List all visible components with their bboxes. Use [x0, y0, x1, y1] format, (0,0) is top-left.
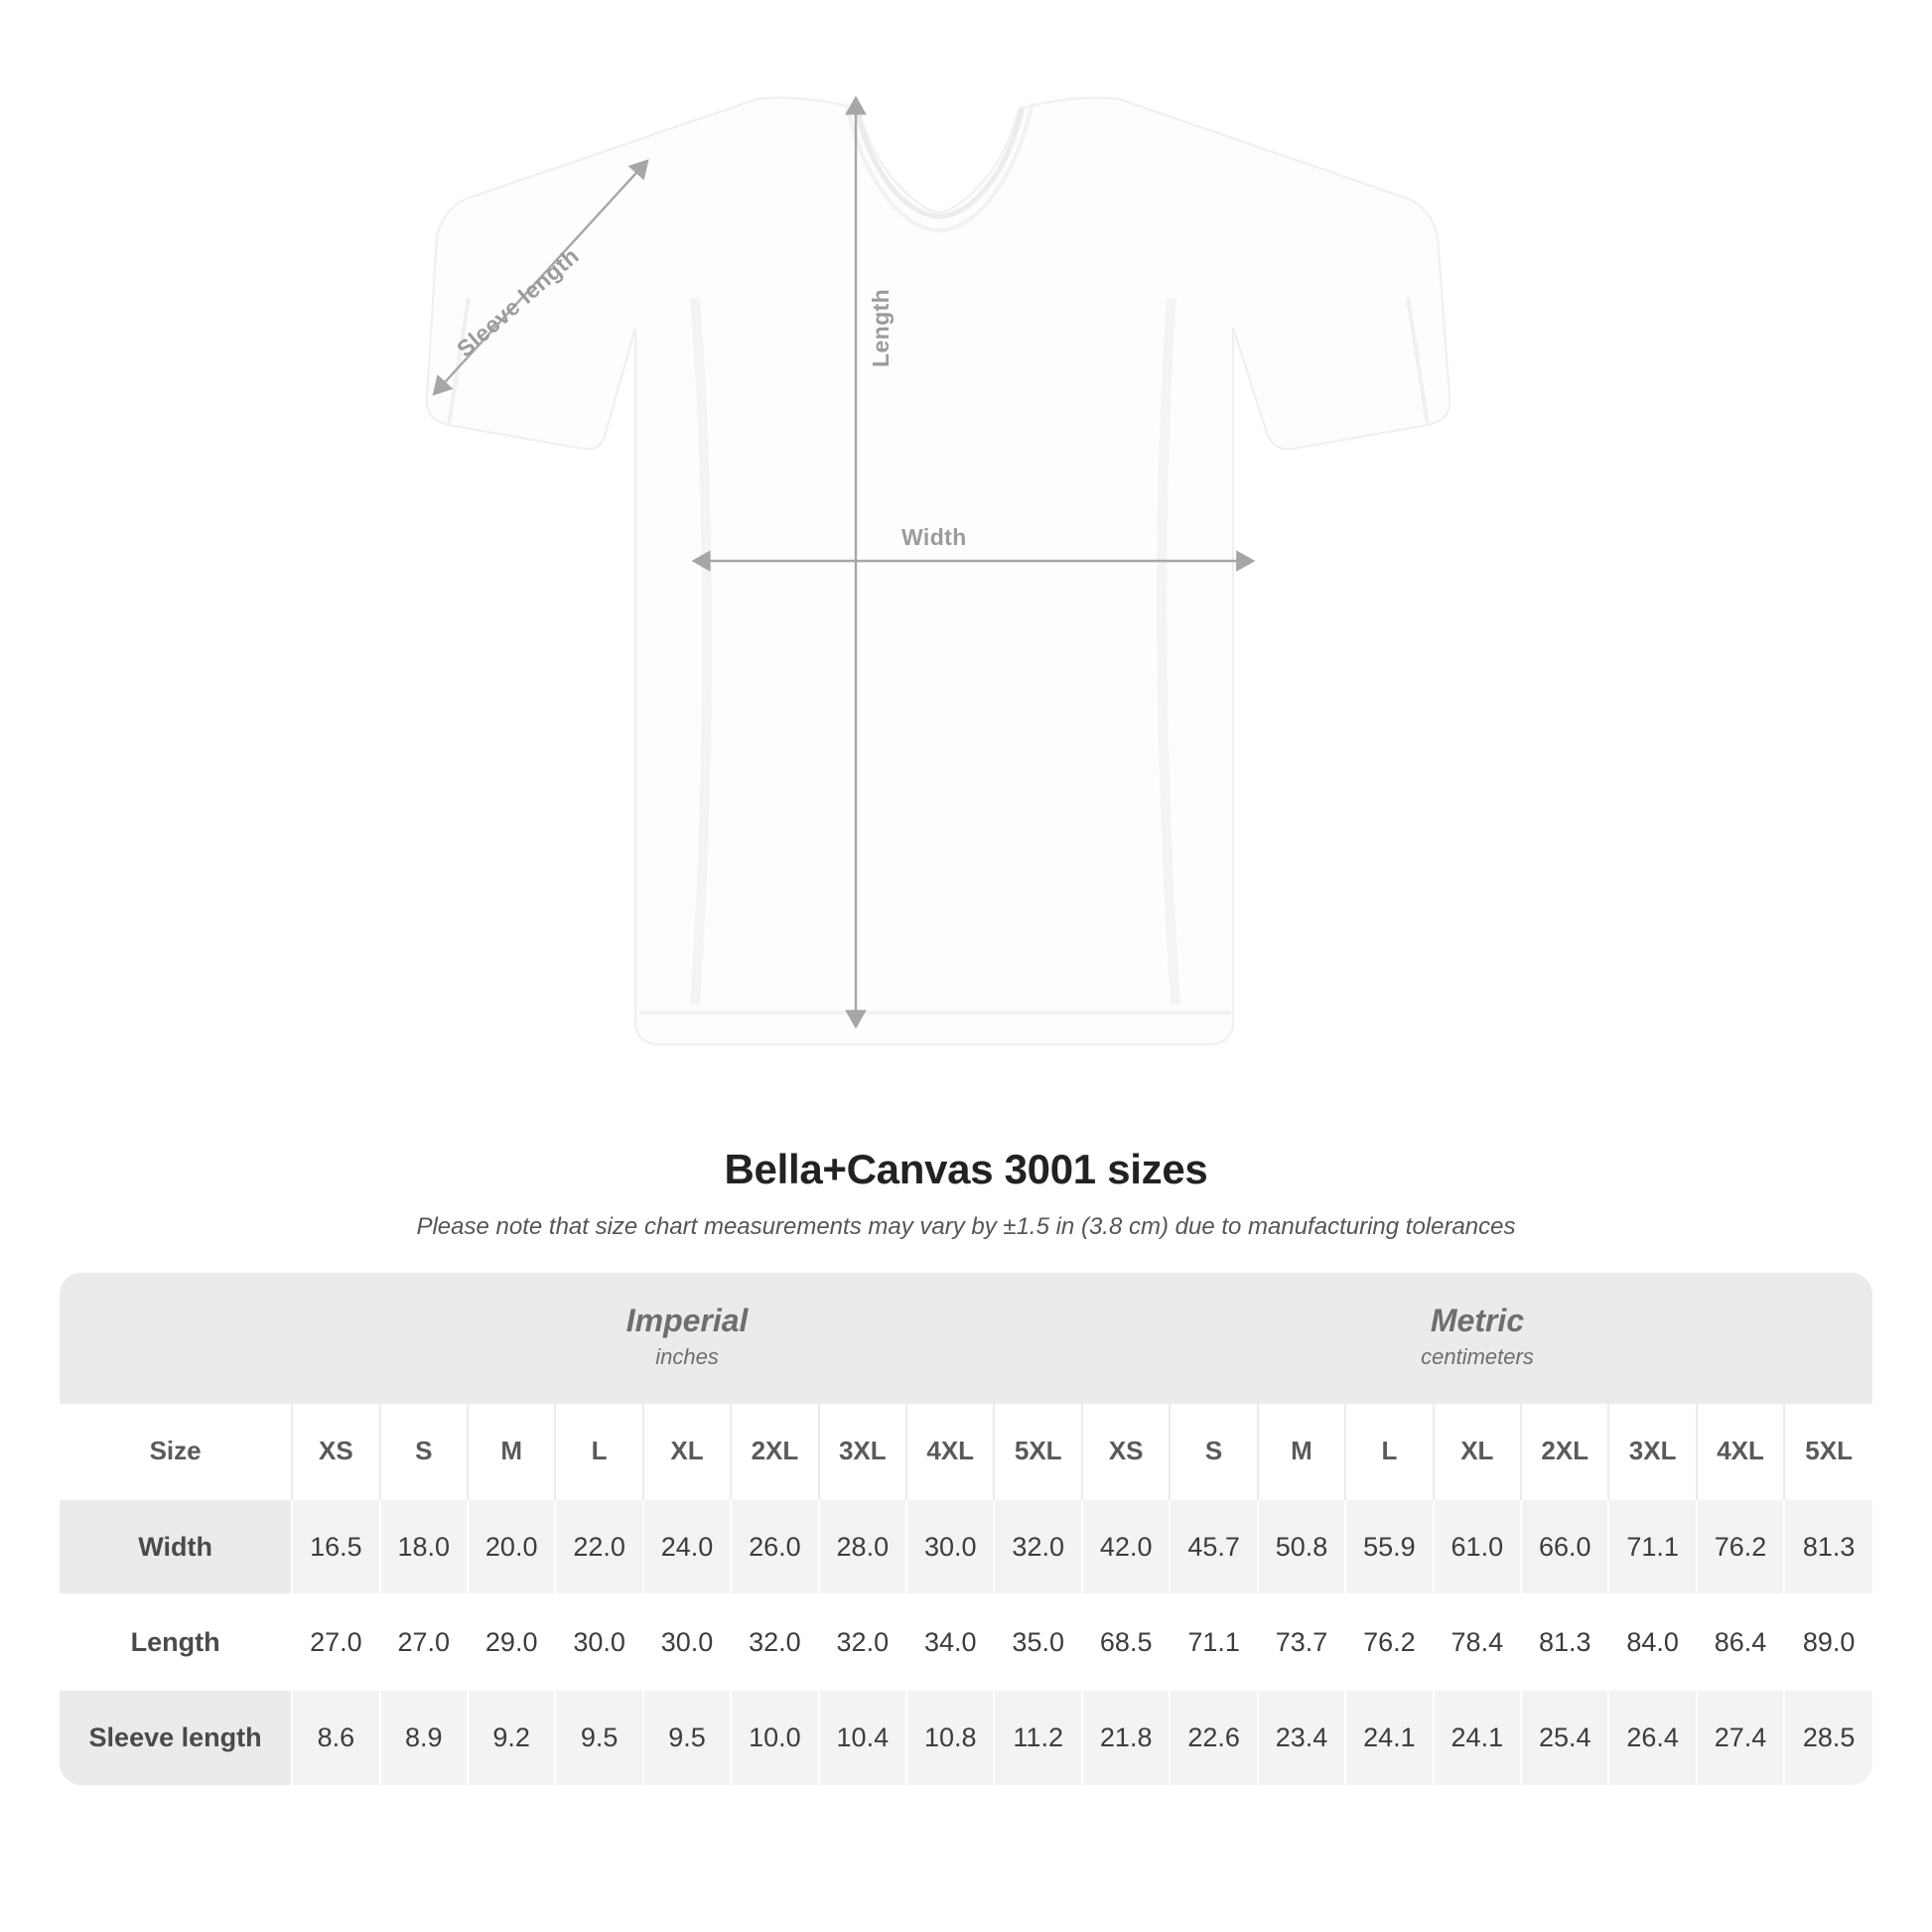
- size-table: [60, 1273, 1872, 1785]
- tolerance-note: Please note that size chart measurements may vary by ±1.5 in (3.8 cm) due to manufacturing tolerances: [416, 1213, 1516, 1240]
- cell-length-imperial-xl: 30.0: [643, 1594, 731, 1690]
- cell-width-metric-l: 55.9: [1345, 1499, 1433, 1594]
- row-label-sleeve-length: Sleeve length: [60, 1690, 292, 1785]
- width-label: Width: [901, 524, 967, 550]
- cell-width-metric-2xl: 66.0: [1521, 1499, 1608, 1594]
- cell-width-metric-xs: 42.0: [1082, 1499, 1170, 1594]
- sleeve-length-label: Sleeve length: [452, 242, 584, 362]
- col-header-metric-4xl: 4XL: [1697, 1404, 1784, 1499]
- col-header-imperial-m: M: [468, 1404, 555, 1499]
- cell-length-imperial-s: 27.0: [380, 1594, 468, 1690]
- table-row: [60, 1594, 1872, 1690]
- tshirt-shape: [427, 97, 1450, 1044]
- cell-width-metric-xl: 61.0: [1434, 1499, 1521, 1594]
- col-header-metric-5xl: 5XL: [1784, 1404, 1872, 1499]
- cell-sleeve-metric-2xl: 25.4: [1521, 1690, 1608, 1785]
- cell-sleeve-metric-l: 24.1: [1345, 1690, 1433, 1785]
- cell-sleeve-imperial-xs: 8.6: [292, 1690, 379, 1785]
- cell-length-metric-xs: 68.5: [1082, 1594, 1170, 1690]
- cell-length-imperial-5xl: 35.0: [994, 1594, 1082, 1690]
- cell-length-imperial-3xl: 32.0: [819, 1594, 906, 1690]
- cell-length-imperial-xs: 27.0: [292, 1594, 379, 1690]
- cell-sleeve-metric-5xl: 28.5: [1784, 1690, 1872, 1785]
- col-header-metric-xl: XL: [1434, 1404, 1521, 1499]
- col-header-imperial-3xl: 3XL: [819, 1404, 906, 1499]
- cell-length-metric-4xl: 86.4: [1697, 1594, 1784, 1690]
- col-header-metric-m: M: [1258, 1404, 1345, 1499]
- cell-length-metric-m: 73.7: [1258, 1594, 1345, 1690]
- unit-metric-sub: centimeters: [1421, 1343, 1534, 1369]
- length-label: Length: [868, 288, 894, 367]
- col-header-imperial-2xl: 2XL: [731, 1404, 818, 1499]
- cell-width-imperial-l: 22.0: [555, 1499, 642, 1594]
- cell-sleeve-imperial-s: 8.9: [380, 1690, 468, 1785]
- cell-sleeve-metric-3xl: 26.4: [1608, 1690, 1696, 1785]
- unit-imperial-sub: inches: [655, 1343, 719, 1369]
- cell-sleeve-metric-s: 22.6: [1170, 1690, 1257, 1785]
- cell-sleeve-imperial-5xl: 11.2: [994, 1690, 1082, 1785]
- cell-sleeve-metric-m: 23.4: [1258, 1690, 1345, 1785]
- cell-length-imperial-l: 30.0: [555, 1594, 642, 1690]
- cell-length-metric-2xl: 81.3: [1521, 1594, 1608, 1690]
- cell-width-imperial-xl: 24.0: [643, 1499, 731, 1594]
- title-block: [0, 1146, 1932, 1241]
- cell-length-metric-l: 76.2: [1345, 1594, 1433, 1690]
- cell-sleeve-imperial-l: 9.5: [555, 1690, 642, 1785]
- column-header-row: [60, 1404, 1872, 1499]
- col-header-imperial-xs: XS: [292, 1404, 379, 1499]
- col-header-metric-3xl: 3XL: [1608, 1404, 1696, 1499]
- cell-length-metric-s: 71.1: [1170, 1594, 1257, 1690]
- row-label-length: Length: [60, 1594, 292, 1690]
- unit-group-metric: [1082, 1273, 1872, 1404]
- unit-metric-name: Metric: [1430, 1303, 1525, 1338]
- col-header-imperial-4xl: 4XL: [906, 1404, 994, 1499]
- cell-sleeve-imperial-xl: 9.5: [643, 1690, 731, 1785]
- cell-length-imperial-4xl: 34.0: [906, 1594, 994, 1690]
- col-header-imperial-s: S: [380, 1404, 468, 1499]
- col-header-metric-l: L: [1345, 1404, 1433, 1499]
- cell-width-imperial-2xl: 26.0: [731, 1499, 818, 1594]
- cell-sleeve-metric-4xl: 27.4: [1697, 1690, 1784, 1785]
- cell-width-imperial-m: 20.0: [468, 1499, 555, 1594]
- unit-imperial-name: Imperial: [625, 1303, 749, 1338]
- table-corner-cell: [60, 1273, 292, 1404]
- cell-width-metric-5xl: 81.3: [1784, 1499, 1872, 1594]
- cell-width-imperial-xs: 16.5: [292, 1499, 379, 1594]
- page-title: Bella+Canvas 3001 sizes: [724, 1146, 1208, 1192]
- col-header-metric-s: S: [1170, 1404, 1257, 1499]
- col-header-imperial-xl: XL: [643, 1404, 731, 1499]
- size-table-wrapper: [60, 1273, 1872, 1785]
- cell-width-metric-s: 45.7: [1170, 1499, 1257, 1594]
- cell-sleeve-imperial-2xl: 10.0: [731, 1690, 818, 1785]
- cell-sleeve-metric-xl: 24.1: [1434, 1690, 1521, 1785]
- cell-width-imperial-5xl: 32.0: [994, 1499, 1082, 1594]
- unit-header-row: [60, 1273, 1872, 1404]
- col-header-imperial-5xl: 5XL: [994, 1404, 1082, 1499]
- cell-width-metric-3xl: 71.1: [1608, 1499, 1696, 1594]
- table-row: [60, 1499, 1872, 1594]
- size-header-cell: Size: [60, 1404, 292, 1499]
- cell-sleeve-metric-xs: 21.8: [1082, 1690, 1170, 1785]
- cell-sleeve-imperial-3xl: 10.4: [819, 1690, 906, 1785]
- cell-length-metric-xl: 78.4: [1434, 1594, 1521, 1690]
- row-label-width: Width: [60, 1499, 292, 1594]
- cell-length-imperial-m: 29.0: [468, 1594, 555, 1690]
- col-header-metric-xs: XS: [1082, 1404, 1170, 1499]
- cell-length-metric-3xl: 84.0: [1608, 1594, 1696, 1690]
- cell-width-imperial-4xl: 30.0: [906, 1499, 994, 1594]
- cell-length-imperial-2xl: 32.0: [731, 1594, 818, 1690]
- cell-width-imperial-3xl: 28.0: [819, 1499, 906, 1594]
- cell-width-metric-m: 50.8: [1258, 1499, 1345, 1594]
- cell-width-metric-4xl: 76.2: [1697, 1499, 1784, 1594]
- cell-sleeve-imperial-4xl: 10.8: [906, 1690, 994, 1785]
- cell-length-metric-5xl: 89.0: [1784, 1594, 1872, 1690]
- unit-group-imperial: [292, 1273, 1082, 1404]
- cell-sleeve-imperial-m: 9.2: [468, 1690, 555, 1785]
- cell-width-imperial-s: 18.0: [380, 1499, 468, 1594]
- col-header-imperial-l: L: [555, 1404, 642, 1499]
- col-header-metric-2xl: 2XL: [1521, 1404, 1608, 1499]
- table-row: [60, 1690, 1872, 1785]
